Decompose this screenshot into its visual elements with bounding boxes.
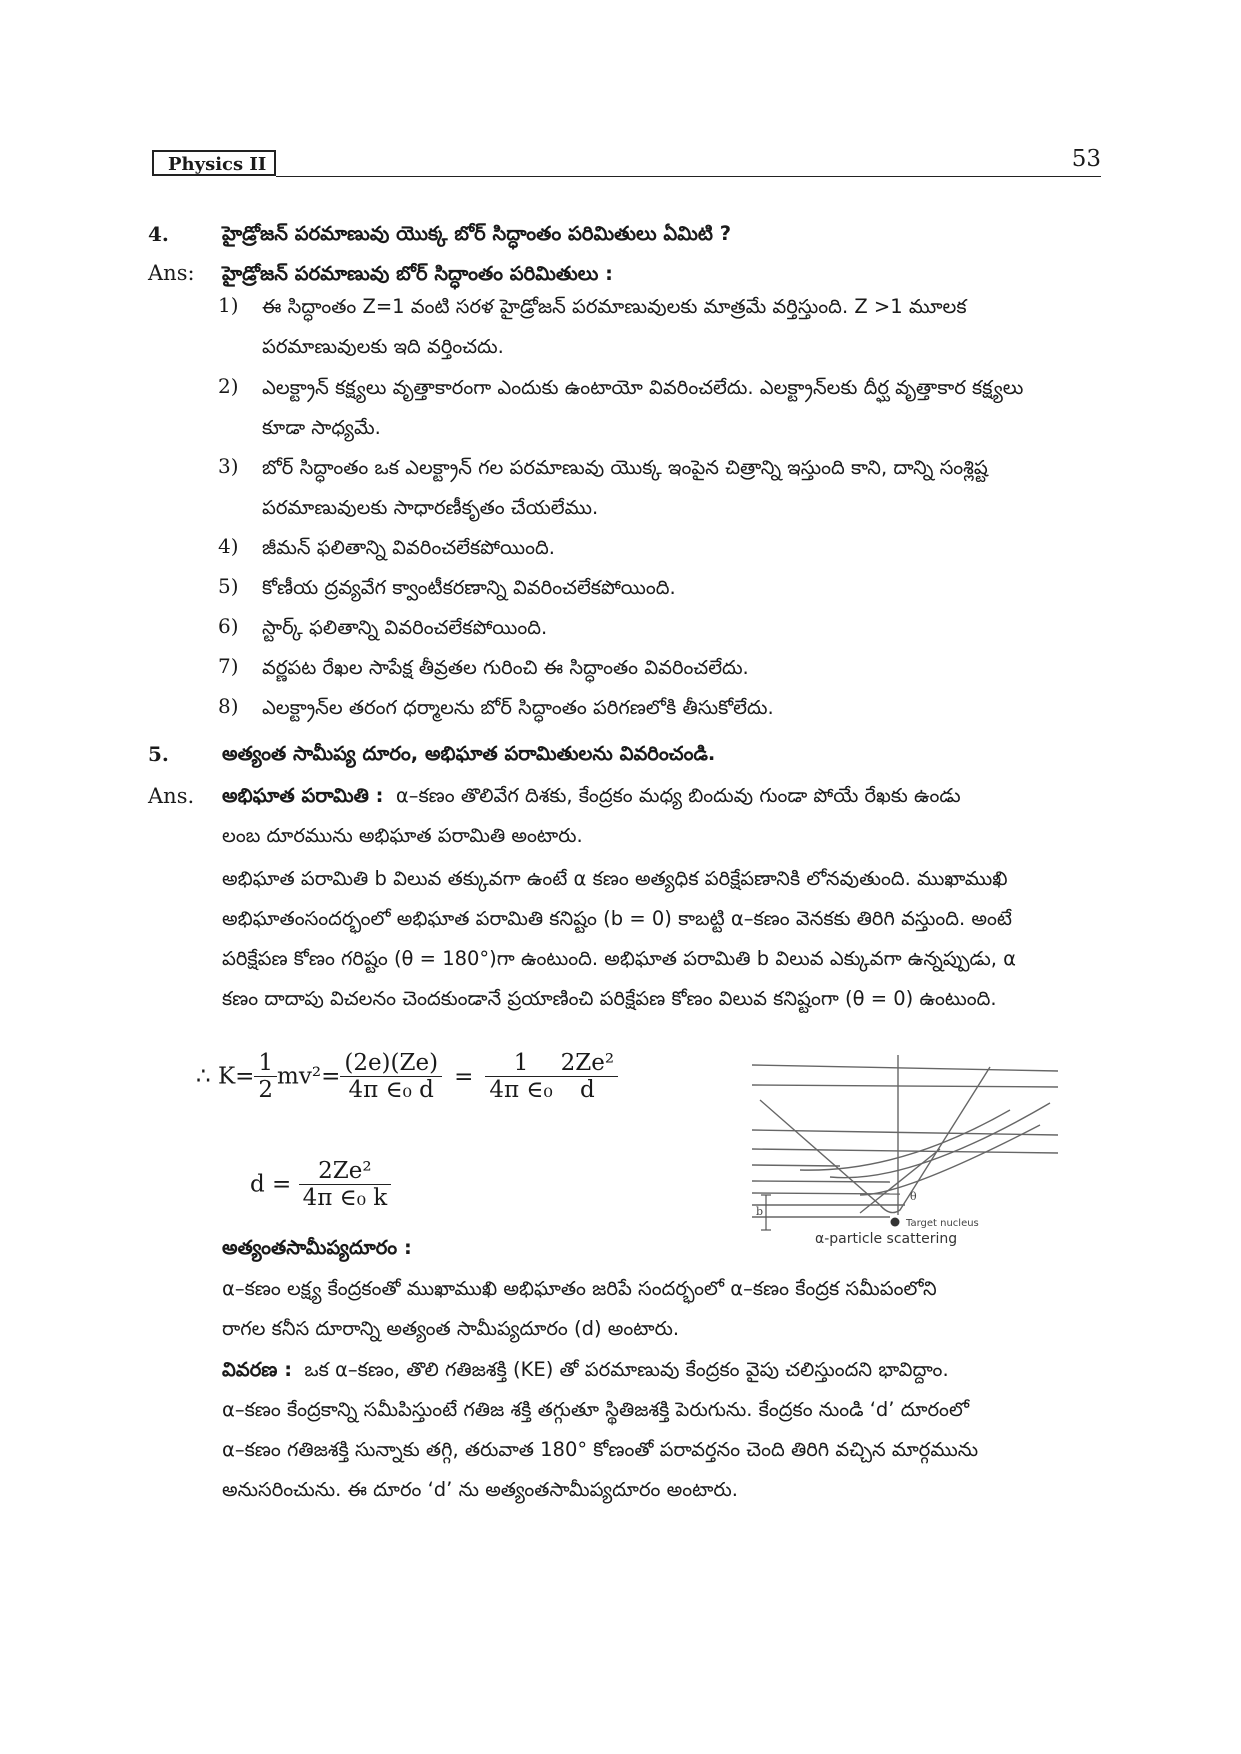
list-item-text: ఎలక్ట్రాన్‌ల తరంగ ధర్మాలను బోర్ సిద్ధాంతం పరిగణలోకి తీసుకోలేదు. <box>262 696 774 719</box>
impact-definition-text: α–కణం తొలివేగ దిశకు, కేంద్రకం మధ్య బిందువు గుండా పోయే రేఖకు ఉండు <box>395 784 961 807</box>
distance-equation <box>250 1158 391 1211</box>
list-item-text: కోణీయ ద్రవ్యవేగ క్వాంటీకరణాన్ని వివరించలేకపోయింది. <box>262 576 676 599</box>
fraction-denominator: 4π ∈₀ d <box>348 1077 434 1103</box>
fraction-charge <box>557 1050 618 1103</box>
list-item-line: పరమాణువులకు ఇది వర్తించదు. <box>262 335 504 358</box>
fraction-numerator: 2Ze² <box>299 1158 392 1185</box>
answer-5-label: Ans. <box>148 784 195 808</box>
fraction-distance <box>299 1158 392 1211</box>
fraction-denominator: 4π ∈₀ <box>489 1077 553 1103</box>
paragraph-line: అభిఘాత పరామితి b విలువ తక్కువగా ఉంటే α కణం అత్యధిక పరిక్షేపణానికి లోనవుతుంది. ముఖాముఖి <box>222 867 1008 890</box>
list-item-text <box>262 448 1102 528</box>
list-item-number: 8) <box>218 694 239 718</box>
explanation-paragraph <box>222 1350 1102 1510</box>
header-rule <box>276 176 1101 177</box>
paragraph-line: రాగల కనీస దూరాన్ని అత్యంత సామీప్యదూరం (d) అంటారు. <box>222 1317 680 1340</box>
equation-term: mv²= <box>277 1063 341 1090</box>
list-item-line: ఈ సిద్ధాంతం Z=1 వంటి సరళ హైడ్రోజన్ పరమాణువులకు మాత్రమే వర్తిస్తుంది. Z >1 మూలక <box>262 295 967 318</box>
list-item-number: 7) <box>218 654 239 678</box>
question-4-number: 4. <box>148 222 169 246</box>
fraction-numerator: (2e)(Ze) <box>340 1050 442 1077</box>
closest-approach-title: అత్యంతసామీప్యదూరం : <box>222 1236 412 1259</box>
trajectory-line <box>752 1065 1058 1071</box>
question-4-text: హైడ్రోజన్ పరమాణువు యొక్క బోర్ సిద్ధాంతం పరిమితులు ఏమిటి ? <box>222 222 732 245</box>
list-item-number: 4) <box>218 534 239 558</box>
impact-parameter-label: b <box>756 1205 764 1218</box>
fraction-coulomb <box>340 1050 442 1103</box>
fraction-denominator: 2 <box>258 1077 274 1103</box>
equation-lhs: d = <box>250 1171 292 1198</box>
figure-caption: α-particle scattering <box>815 1231 958 1247</box>
question-5-text: అత్యంత సామీప్య దూరం, అభిఘాత పరామితులను వివరించండి. <box>222 742 716 765</box>
target-nucleus-dot <box>891 1218 900 1227</box>
fraction-numerator: 2Ze² <box>557 1050 618 1077</box>
fraction-denominator: 4π ∈₀ k <box>302 1185 388 1211</box>
list-item-line: బోర్ సిద్ధాంతం ఒక ఎలక్ట్రాన్ గల పరమాణువు యొక్క ఇంపైన చిత్రాన్ని ఇస్తుంది కాని, దాన్ని సంశ్లిష్ట <box>262 456 988 479</box>
list-item-text: వర్ణపట రేఖల సాపేక్ష తీవ్రతల గురించి ఈ సిద్ధాంతం వివరించలేదు. <box>262 656 749 679</box>
paragraph-line: అనుసరించును. ఈ దూరం ‘d’ ను అత్యంతసామీప్యదూరం అంటారు. <box>222 1478 738 1501</box>
explanation-text: ఒక α–కణం, తొలి గతిజశక్తి (KE) తో పరమాణువు కేంద్రకం వైపు చలిస్తుందని భావిద్దాం. <box>304 1358 949 1381</box>
question-5-number: 5. <box>148 742 169 766</box>
trajectory-line <box>752 1085 1058 1087</box>
impact-definition-line: లంబ దూరమును అభిఘాత పరామితి అంటారు. <box>222 824 583 847</box>
scattered-path <box>760 1067 990 1213</box>
subject-label: Physics II <box>152 150 276 176</box>
scattered-path <box>860 1149 940 1213</box>
explanation-title: వివరణ : <box>222 1358 292 1381</box>
kinetic-energy-equation <box>196 1050 618 1103</box>
paragraph-line: α–కణం లక్ష్య కేంద్రకంతో ముఖాముఖి అభిఘాతం జరిపే సందర్భంలో α–కణం కేంద్రక సమీపంలోని <box>222 1277 937 1300</box>
paragraph-line: α–కణం గతిజశక్తి సున్నాకు తగ్గి, తరువాత 180° కోణంతో పరావర్తనం చెంది తిరిగి వచ్చిన మార్గమును <box>222 1438 979 1461</box>
fraction-half <box>254 1050 277 1103</box>
list-item-text: స్టార్క్ ఫలితాన్ని వివరించలేకపోయింది. <box>262 616 548 639</box>
paragraph-line: కణం దాదాపు విచలనం చెందకుండానే ప్రయాణించి పరిక్షేపణ కోణం విలువ కనిష్టంగా (θ = 0) ఉంటుంది. <box>222 987 997 1010</box>
impact-definition-line <box>222 776 1102 816</box>
list-item-number: 6) <box>218 614 239 638</box>
list-item-line: పరమాణువులకు సాధారణీకృతం చేయలేము. <box>262 496 599 519</box>
impact-paragraph <box>222 859 1102 1019</box>
list-item-number: 3) <box>218 454 239 478</box>
list-item-number: 5) <box>218 574 239 598</box>
list-item-line: కూడా సాధ్యమే. <box>262 416 381 439</box>
angle-label: θ <box>910 1190 917 1203</box>
list-item-text: జీమన్ ఫలితాన్ని వివరించలేకపోయింది. <box>262 536 555 559</box>
paragraph-line <box>222 1350 1102 1390</box>
equals-sign: = <box>454 1063 474 1090</box>
fraction-numerator: 1 <box>485 1050 556 1077</box>
answer-4-label: Ans: <box>148 261 195 285</box>
fraction-numerator: 1 <box>254 1050 277 1077</box>
impact-parameter-definition <box>222 776 1102 856</box>
list-item-number: 2) <box>218 374 239 398</box>
trajectory-line <box>752 1181 890 1182</box>
closest-approach-definition <box>222 1269 1102 1349</box>
fraction-constant <box>485 1050 556 1103</box>
list-item-number: 1) <box>218 293 239 317</box>
paragraph-line: α–కణం కేంద్రకాన్ని సమీపిస్తుంటే గతిజ శక్తి తగ్గుతూ స్థితిజశక్తి పెరుగును. కేంద్రకం నుండి ‘d’ దూరంలో <box>222 1398 970 1421</box>
target-nucleus-label: Target nucleus <box>906 1218 979 1229</box>
fraction-denominator: d <box>580 1077 595 1103</box>
trajectory-line <box>752 1165 840 1166</box>
list-item-text <box>262 287 1102 367</box>
answer-4-title: హైడ్రోజన్ పరమాణువు బోర్ సిద్ధాంతం పరిమితులు : <box>222 262 613 285</box>
list-item-text <box>262 368 1102 448</box>
paragraph-line: పరిక్షేపణ కోణం గరిష్టం (θ = 180°)గా ఉంటుంది. అభిఘాత పరామితి b విలువ ఎక్కువగా ఉన్నప్పుడు, α <box>222 947 1016 970</box>
equation-lhs: ∴ K= <box>196 1063 255 1090</box>
impact-parameter-title: అభిఘాత పరామితి : <box>222 784 384 807</box>
scattered-path <box>800 1110 1010 1170</box>
list-item-line: ఎలక్ట్రాన్ కక్ష్యలు వృత్తాకారంగా ఎందుకు ఉంటాయో వివరించలేదు. ఎలక్ట్రాన్‌లకు దీర్ఘ వృత్తాకార కక్ష్యలు <box>262 376 1024 399</box>
page-number: 53 <box>1071 146 1101 172</box>
trajectory-line <box>752 1149 1058 1153</box>
paragraph-line: అభిఘాతంసందర్భంలో అభిఘాత పరామితి కనిష్టం (b = 0) కాబట్టి α–కణం వెనకకు తిరిగి వస్తుంది. అంటే <box>222 907 1012 930</box>
scattered-path <box>830 1103 1050 1178</box>
